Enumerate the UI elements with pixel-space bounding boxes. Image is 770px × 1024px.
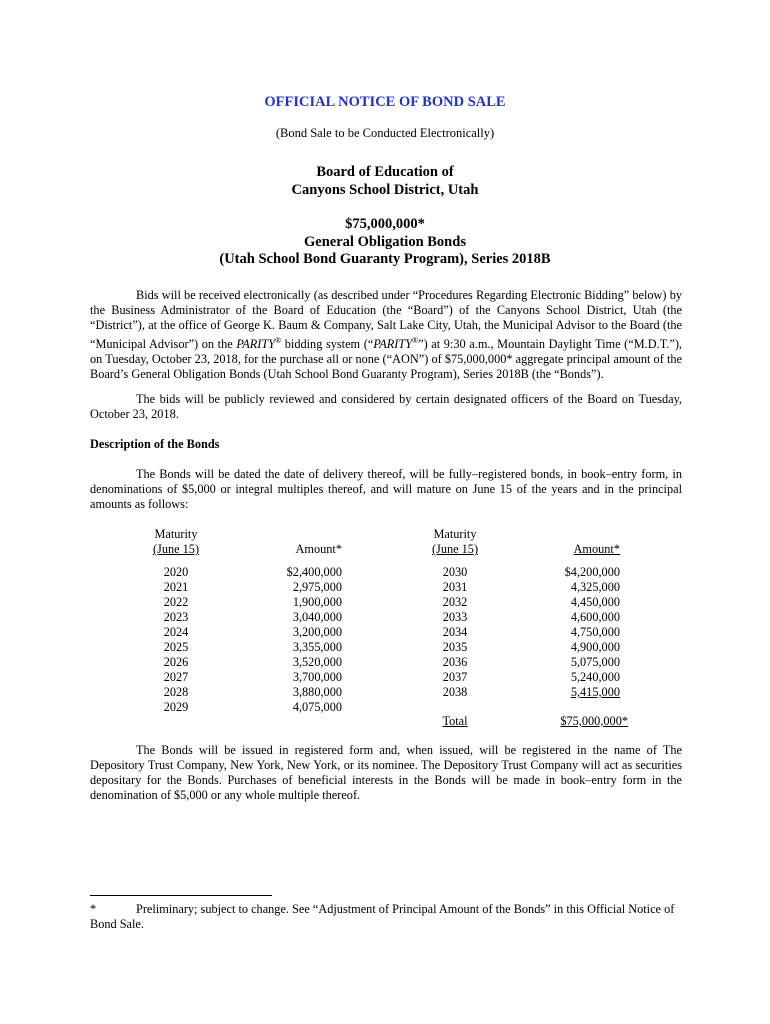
maturity-year: 2029 xyxy=(163,700,189,714)
maturity-amount: 5,240,000 xyxy=(570,670,620,684)
maturity-amount: 1,900,000 xyxy=(292,595,342,609)
maturity-year: 2030 xyxy=(442,565,468,579)
bond-name: General Obligation Bonds xyxy=(304,233,466,250)
issuer-line-1: Board of Education of xyxy=(316,164,454,180)
maturity-year: 2038 xyxy=(442,685,468,699)
maturity-year: 2021 xyxy=(163,580,189,594)
header-amount-right-text: Amount* xyxy=(573,542,620,556)
maturity-year: 2037 xyxy=(442,670,468,684)
header-amount-right xyxy=(520,542,620,557)
maturity-amount: 4,750,000 xyxy=(570,625,620,639)
maturity-amount-text: 5,415,000 xyxy=(570,685,620,699)
bond-heading xyxy=(0,216,770,269)
parity-term-2: PARITY xyxy=(373,337,413,352)
header-date-right: (June 15) xyxy=(431,542,479,556)
maturity-year: 2028 xyxy=(163,685,189,699)
total-label xyxy=(415,714,495,729)
maturity-year: 2032 xyxy=(442,595,468,609)
maturity-year: 2035 xyxy=(442,640,468,654)
total-amount-text: $75,000,000* xyxy=(560,714,628,728)
registered-mark-2: ® xyxy=(412,336,419,345)
page-subtitle: (Bond Sale to be Conducted Electronically) xyxy=(275,126,495,140)
registered-mark: ® xyxy=(275,336,282,345)
maturity-amount xyxy=(520,685,620,700)
maturity-amount: 3,700,000 xyxy=(292,670,342,684)
issuer-heading xyxy=(0,163,770,199)
bid-text-a: Bids will be received electronically (as described under “Procedures Regarding Electronic Bidding” below) by the Business Administrator of the Board of Education (the “Board”) of the Canyons School District, Utah (the “District”), at the office of George K. Baum & Company, Salt Lake City, Utah, the Municipal Advisor to the Board (the “Municipal Advisor”) on the xyxy=(90,288,682,352)
maturity-year: 2025 xyxy=(163,640,189,654)
maturity-amount: 4,900,000 xyxy=(570,640,620,654)
maturity-year: 2023 xyxy=(163,610,189,624)
maturity-amount: 4,600,000 xyxy=(570,610,620,624)
maturity-year: 2031 xyxy=(442,580,468,594)
maturity-year: 2022 xyxy=(163,595,189,609)
maturity-amount: 4,075,000 xyxy=(292,700,342,714)
maturity-amount: 3,040,000 xyxy=(292,610,342,624)
section-heading-description: Description of the Bonds xyxy=(90,437,220,451)
total-amount xyxy=(528,714,628,729)
issuer-line-2: Canyons School District, Utah xyxy=(291,182,479,198)
footnote-text: Preliminary; subject to change. See “Adjustment of Principal Amount of the Bonds” in this Official Notice of Bond Sale. xyxy=(90,902,675,931)
maturity-amount: 4,325,000 xyxy=(570,580,620,594)
header-date-left: (June 15) xyxy=(152,542,200,556)
maturity-amount: 3,355,000 xyxy=(292,640,342,654)
maturity-year: 2026 xyxy=(163,655,189,669)
maturity-amount: 3,200,000 xyxy=(292,625,342,639)
maturity-amount: $4,200,000 xyxy=(564,565,620,579)
maturity-amount: 2,975,000 xyxy=(292,580,342,594)
bond-series: (Utah School Bond Guaranty Program), Series 2018B xyxy=(219,251,551,267)
bid-text-c: ”) at 9:30 a.m., Mountain Daylight Time (“M.D.T.”), on Tuesday, October 23, 2018, for the purchase all or none (“AON”) of $75,000,000* aggregate principal amount of the Board’s General Obligation Bonds (Utah School Bond Guaranty Program), Series 2018B (the “Bonds”). xyxy=(90,337,682,382)
maturity-year: 2034 xyxy=(442,625,468,639)
maturity-year: 2027 xyxy=(163,670,189,684)
bid-text-b: bidding system (“ xyxy=(281,337,374,352)
parity-term: PARITY xyxy=(236,337,276,352)
maturity-amount: 3,880,000 xyxy=(292,685,342,699)
bid-paragraph xyxy=(90,288,682,382)
maturity-amount: 4,450,000 xyxy=(570,595,620,609)
review-paragraph: The bids will be publicly reviewed and considered by certain designated officers of the Board on Tuesday, October 23, 2018. xyxy=(90,392,682,421)
maturity-amount: 3,520,000 xyxy=(292,655,342,669)
header-amount-left: Amount* xyxy=(295,542,342,556)
description-paragraph: The Bonds will be dated the date of delivery thereof, will be fully–registered bonds, in book–entry form, in denominations of $5,000 or integral multiples thereof, and will mature on June 15 of the years and in the principal amounts as follows: xyxy=(90,467,682,511)
maturity-amount: $2,400,000 xyxy=(286,565,342,579)
footnote-divider xyxy=(90,895,272,896)
maturity-year: 2036 xyxy=(442,655,468,669)
footnote-mark: * xyxy=(90,902,97,916)
total-label-text: Total xyxy=(442,714,468,728)
bond-amount: $75,000,000* xyxy=(345,216,425,232)
page-title: OFFICIAL NOTICE OF BOND SALE xyxy=(264,94,506,110)
header-maturity-left: Maturity xyxy=(154,527,198,541)
maturity-amount: 5,075,000 xyxy=(570,655,620,669)
header-maturity-right: Maturity xyxy=(433,527,477,541)
footnote xyxy=(90,902,682,932)
registration-paragraph: The Bonds will be issued in registered form and, when issued, will be registered in the name of The Depository Trust Company, New York, New York, or its nominee. The Depository Trust Company will act as securities depositary for the Bonds. Purchases of beneficial interests in the Bonds will be made in book–entry form in the denomination of $5,000 or any whole multiple thereof. xyxy=(90,743,682,802)
maturity-year: 2020 xyxy=(163,565,189,579)
maturity-year: 2024 xyxy=(163,625,189,639)
maturity-year: 2033 xyxy=(442,610,468,624)
